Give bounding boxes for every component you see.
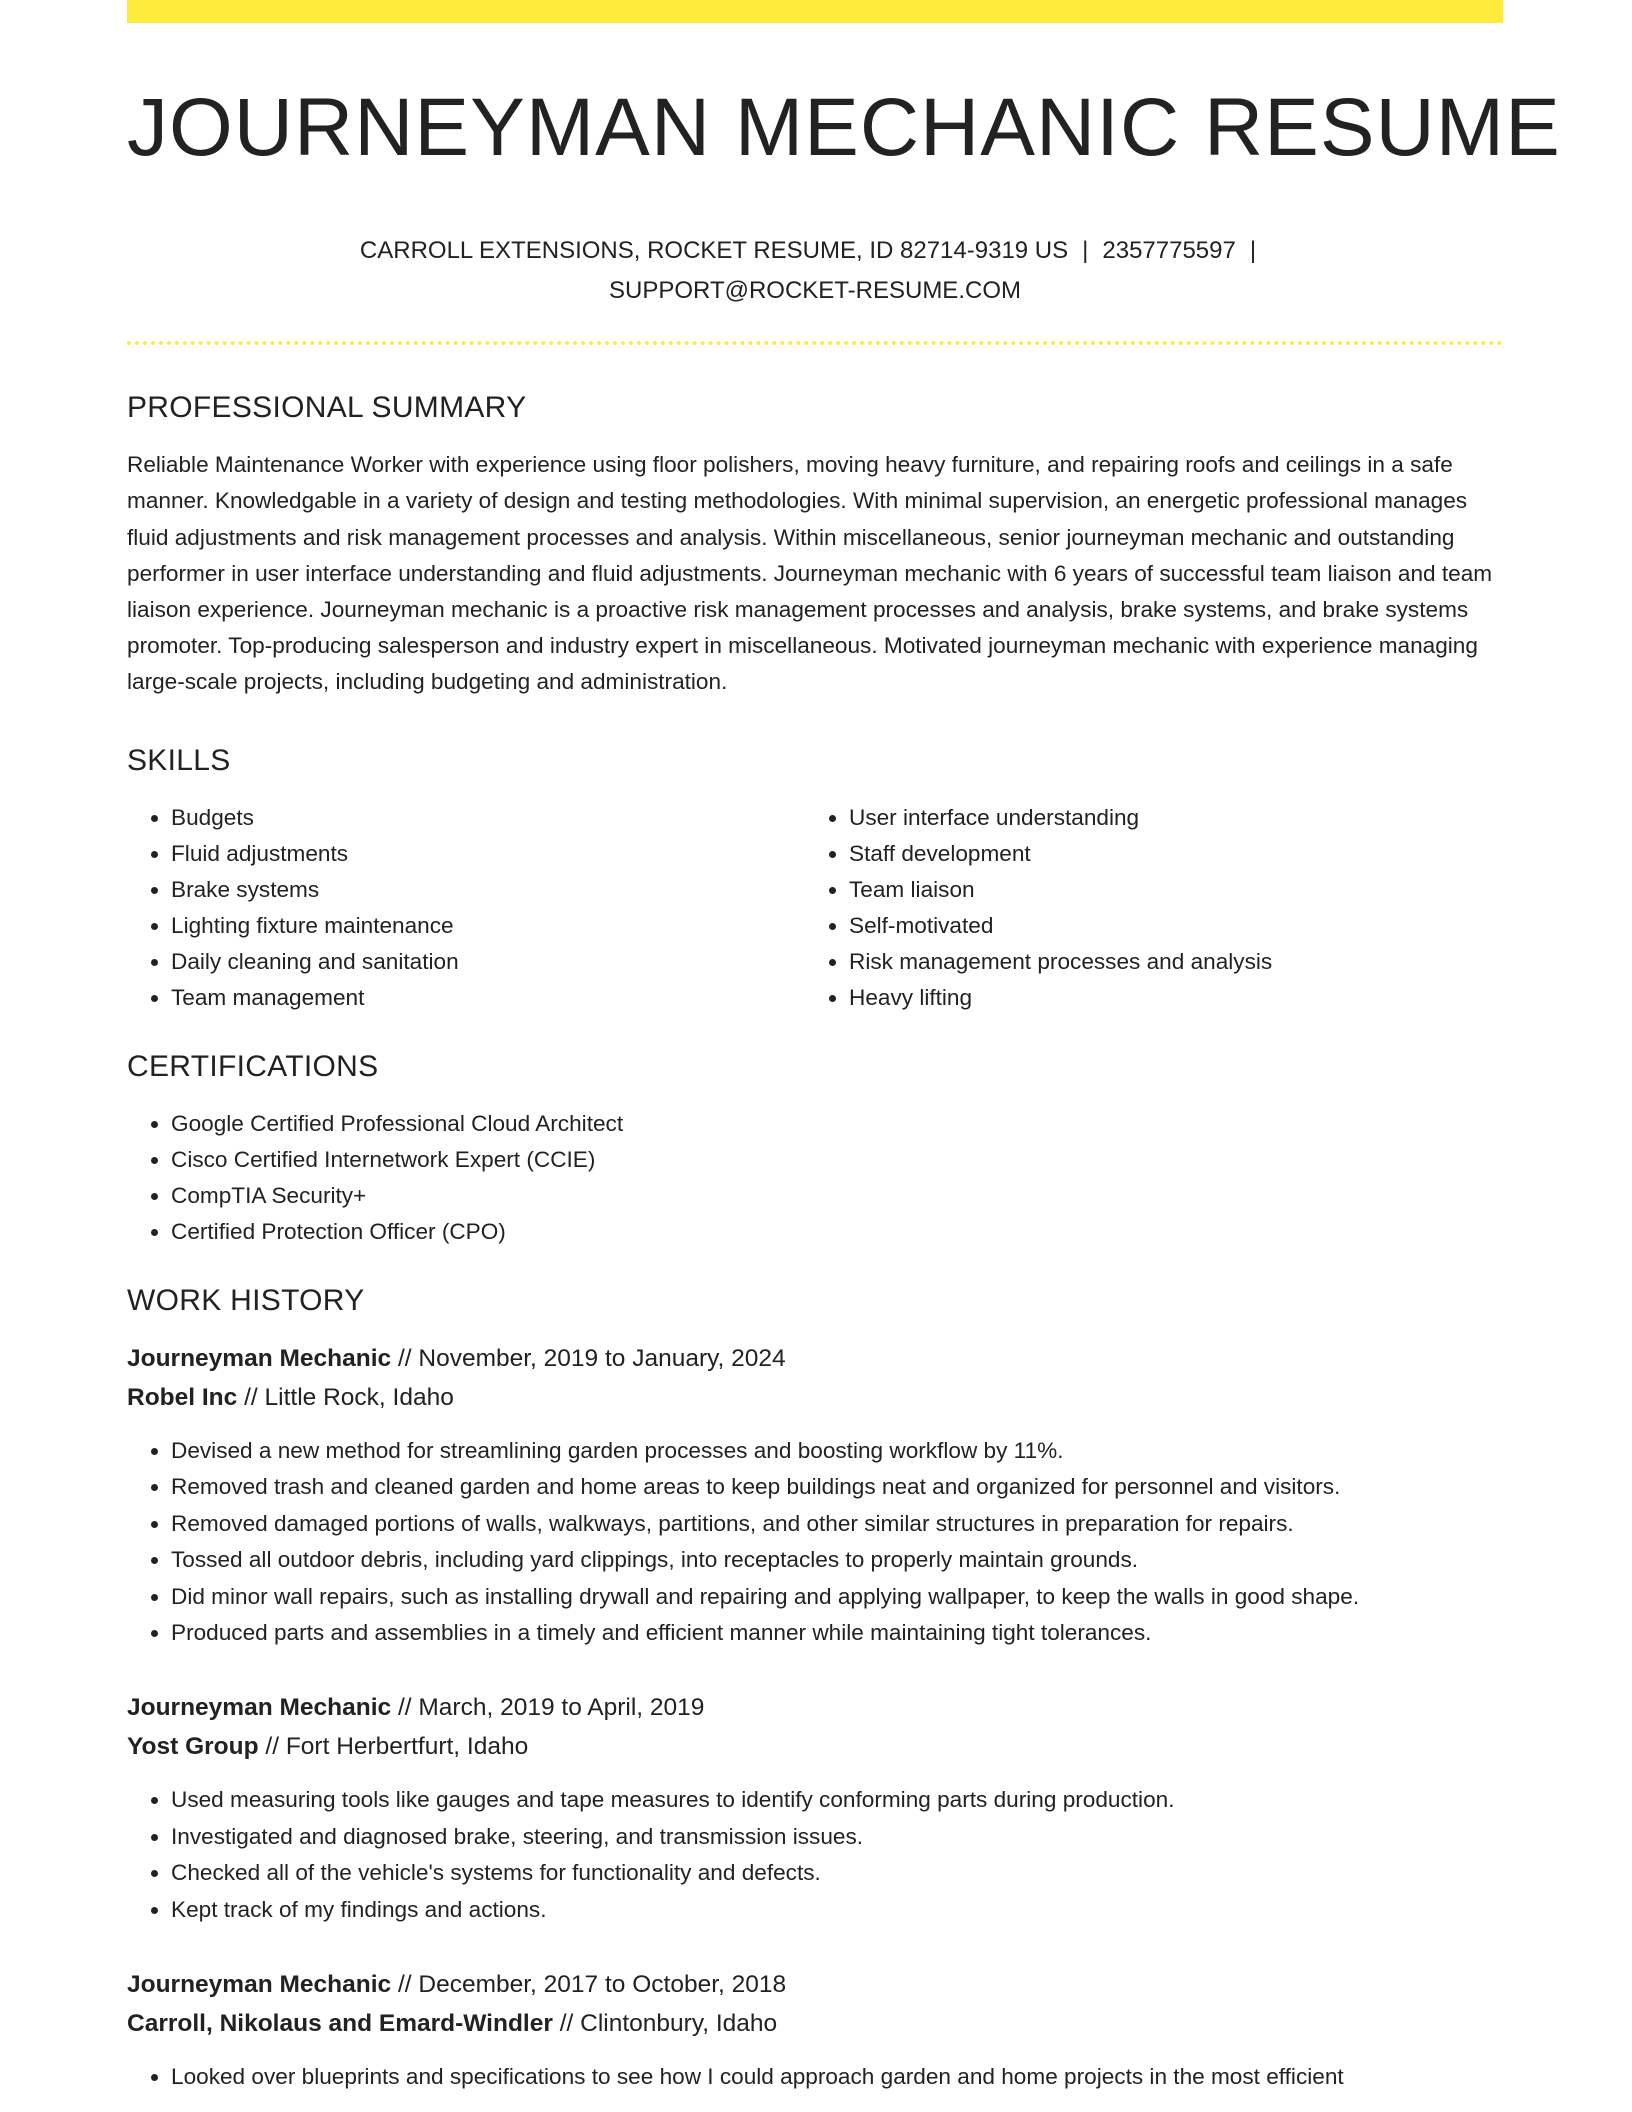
skill-item: • Fluid adjustments	[171, 836, 805, 872]
skill-item: • Lighting fixture maintenance	[171, 908, 805, 944]
skill-item: • Budgets	[171, 800, 805, 836]
contact-separator: |	[1082, 237, 1089, 265]
job-company: Carroll, Nikolaus and Emard-Windler	[127, 2009, 553, 2037]
summary-heading: PROFESSIONAL SUMMARY	[127, 391, 527, 425]
job-bullet: • Removed damaged portions of walls, walkways, partitions, and other similar structures in preparation for repairs.	[171, 1506, 1503, 1542]
certification-item: • Certified Protection Officer (CPO)	[171, 1214, 1503, 1250]
skills-grid	[127, 800, 1503, 1016]
job-separator: //	[397, 1971, 412, 1999]
skill-item: • Brake systems	[171, 872, 805, 908]
job-location: Fort Herbertfurt, Idaho	[285, 1732, 529, 1760]
skill-item: • Heavy lifting	[849, 980, 1479, 1016]
skill-item: • Staff development	[849, 836, 1479, 872]
job-company: Yost Group	[127, 1732, 259, 1760]
job-bullet: • Checked all of the vehicle's systems for functionality and defects.	[171, 1855, 1503, 1891]
skill-item: • Daily cleaning and sanitation	[171, 944, 805, 980]
job-location: Clintonbury, Idaho	[580, 2009, 778, 2037]
job-bullet: • Used measuring tools like gauges and tape measures to identify conforming parts during production.	[171, 1782, 1503, 1818]
job-entry	[127, 1689, 1503, 1928]
job-bullets	[127, 1782, 1503, 1928]
job-bullet: • Investigated and diagnosed brake, steering, and transmission issues.	[171, 1819, 1503, 1855]
job-title-line	[127, 1966, 1503, 2005]
contact-info	[127, 231, 1503, 311]
skills-column-left	[127, 800, 805, 1016]
contact-separator: |	[1249, 237, 1257, 265]
job-separator: //	[397, 1694, 412, 1722]
job-title: Journeyman Mechanic	[127, 1345, 392, 1373]
job-dates: November, 2019 to January, 2024	[418, 1345, 786, 1373]
skills-heading: SKILLS	[127, 744, 231, 778]
job-bullet: • Removed trash and cleaned garden and home areas to keep buildings neat and organized for personnel and visitors.	[171, 1469, 1503, 1505]
job-company-line	[127, 1379, 1503, 1418]
job-separator: //	[397, 1345, 412, 1373]
job-entry	[127, 1966, 1503, 2095]
job-title-line	[127, 1689, 1503, 1728]
job-entry	[127, 1340, 1503, 1651]
skills-column-right	[805, 800, 1479, 1016]
job-company-line	[127, 1728, 1503, 1767]
job-separator: //	[559, 2009, 574, 2037]
skill-item: • User interface understanding	[849, 800, 1479, 836]
certification-item: • CompTIA Security+	[171, 1178, 1503, 1214]
certifications-heading: CERTIFICATIONS	[127, 1050, 379, 1084]
job-title: Journeyman Mechanic	[127, 1971, 392, 1999]
certification-item: • Google Certified Professional Cloud Architect	[171, 1106, 1503, 1142]
skill-item: • Team liaison	[849, 872, 1479, 908]
job-bullets	[127, 2059, 1503, 2095]
job-bullet: • Devised a new method for streamlining garden processes and boosting workflow by 11%.	[171, 1433, 1503, 1469]
accent-bar	[127, 0, 1503, 23]
job-bullet: • Looked over blueprints and specifications to see how I could approach garden and home projects in the most efficient	[171, 2059, 1503, 2095]
job-bullet: • Kept track of my findings and actions.	[171, 1892, 1503, 1928]
job-company-line	[127, 2005, 1503, 2044]
certification-item: • Cisco Certified Internetwork Expert (CCIE)	[171, 1142, 1503, 1178]
contact-phone: 2357775597	[1102, 237, 1236, 265]
job-bullet: • Tossed all outdoor debris, including yard clippings, into receptacles to properly maintain grounds.	[171, 1542, 1503, 1578]
job-separator: //	[265, 1732, 280, 1760]
page-title: JOURNEYMAN MECHANIC RESUME	[127, 82, 1561, 173]
skill-item: • Risk management processes and analysis	[849, 944, 1479, 980]
job-location: Little Rock, Idaho	[264, 1383, 454, 1411]
resume-page	[127, 0, 1561, 2096]
work-history-heading: WORK HISTORY	[127, 1284, 365, 1318]
job-separator: //	[244, 1383, 258, 1411]
certifications-list	[127, 1106, 1503, 1250]
contact-email[interactable]: SUPPORT@ROCKET-RESUME.COM	[609, 277, 1021, 305]
job-dates: December, 2017 to October, 2018	[418, 1971, 787, 1999]
job-title-line	[127, 1340, 1503, 1379]
job-company: Robel Inc	[127, 1383, 238, 1411]
contact-address: CARROLL EXTENSIONS, ROCKET RESUME, ID 82714-9319 US	[359, 237, 1069, 265]
skill-item: • Team management	[171, 980, 805, 1016]
summary-text: Reliable Maintenance Worker with experience using floor polishers, moving heavy furniture, and repairing roofs and ceilings in a safe manner. Knowledgable in a variety of design and testing methodologies. With minimal supervision, an energetic professional manages fluid adjustments and risk management processes and analysis. Within miscellaneous, senior journeyman mechanic and outstanding performer in user interface understanding and fluid adjustments. Journeyman mechanic with 6 years of successful team liaison and team liaison experience. Journeyman mechanic is a proactive risk management processes and analysis, brake systems, and brake systems promoter. Top-producing salesperson and industry expert in miscellaneous. Motivated journeyman mechanic with experience managing large-scale projects, including budgeting and administration.	[127, 452, 1493, 694]
skill-item: • Self-motivated	[849, 908, 1479, 944]
job-title: Journeyman Mechanic	[127, 1694, 392, 1722]
dotted-divider	[127, 341, 1503, 345]
job-bullet: • Did minor wall repairs, such as installing drywall and repairing and applying wallpaper, to keep the walls in good shape.	[171, 1579, 1503, 1615]
job-bullets	[127, 1433, 1503, 1651]
job-bullet: • Produced parts and assemblies in a timely and efficient manner while maintaining tight tolerances.	[171, 1615, 1503, 1651]
job-dates: March, 2019 to April, 2019	[418, 1694, 705, 1722]
